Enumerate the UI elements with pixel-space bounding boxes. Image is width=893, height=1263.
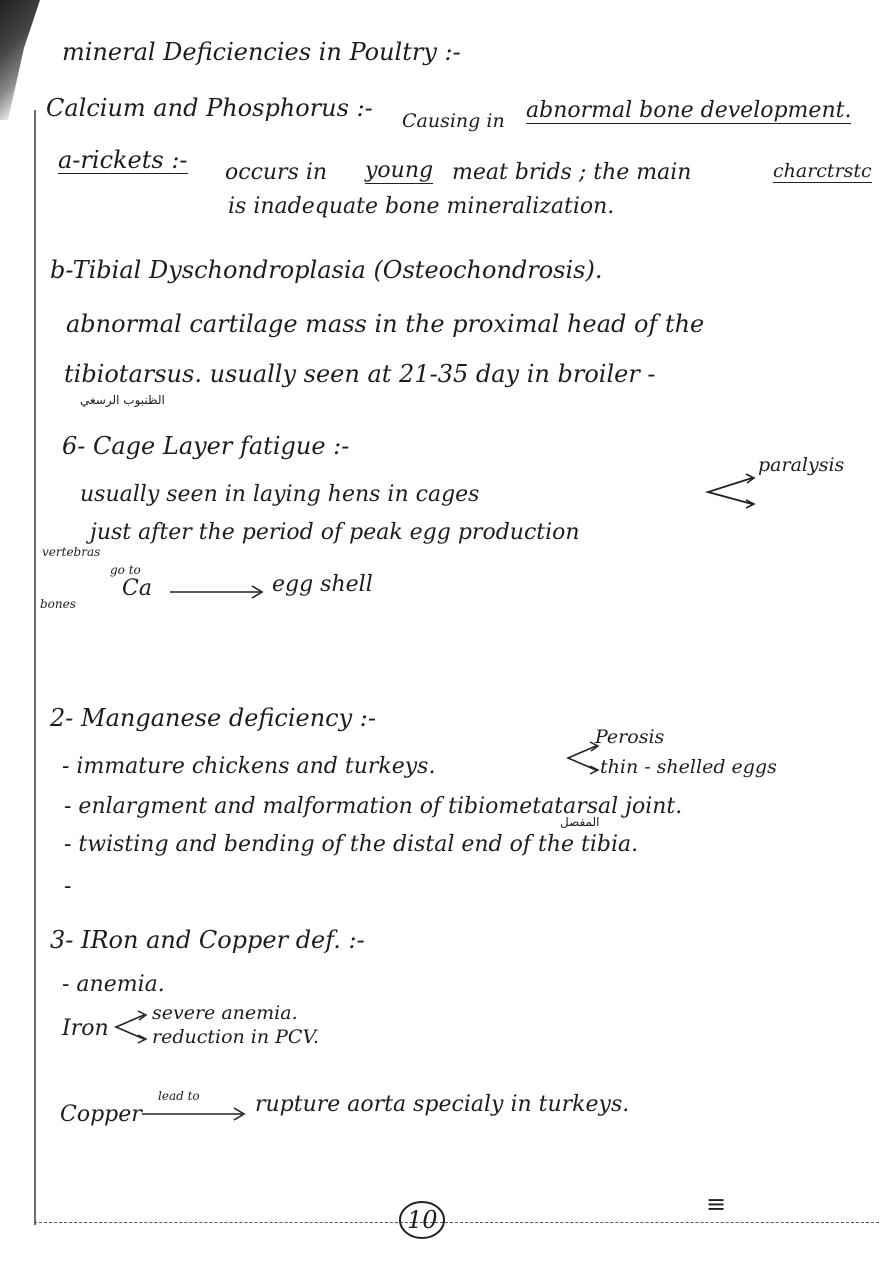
anemia-item: - anemia.	[62, 972, 165, 997]
arrow-right-icon	[168, 582, 268, 602]
cage-layer-heading: 6- Cage Layer fatigue :-	[62, 432, 350, 460]
rickets-text-post: meat brids ; the main	[452, 160, 692, 185]
margin-line	[34, 110, 36, 1225]
bones-note: bones	[40, 597, 76, 611]
vertebras-note: vertebras	[42, 545, 101, 559]
tibial-line2: tibiotarsus. usually seen at 21-35 day in broiler -	[64, 360, 656, 388]
paralysis-note: paralysis	[758, 454, 845, 476]
perosis-note: Perosis	[595, 726, 665, 748]
thin-shelled-eggs-note: thin - shelled eggs	[600, 756, 777, 778]
iron-label: Iron	[62, 1016, 109, 1041]
rickets-text-line2: is inadequate bone mineralization.	[228, 194, 615, 219]
branch-arrow-icon	[700, 470, 760, 510]
lead-to-note: lead to	[158, 1089, 200, 1103]
arrow-right-icon-2	[140, 1104, 250, 1124]
iron-effect-b: reduction in PCV.	[152, 1026, 319, 1048]
section-1-heading: Calcium and Phosphorus :-	[46, 94, 373, 122]
manganese-arabic-note: المفصل	[560, 815, 600, 829]
manganese-heading: 2- Manganese deficiency :-	[50, 704, 377, 732]
section-1-note: Causing in	[402, 110, 505, 132]
manganese-line4: -	[64, 874, 72, 899]
page-number: 10	[407, 1206, 438, 1234]
tibial-heading: b-Tibial Dyschondroplasia (Osteochondrosis).	[50, 256, 603, 284]
rickets-text-pre: occurs in	[225, 160, 328, 185]
scribble-mark: ≡	[706, 1190, 727, 1218]
cage-layer-line2: just after the period of peak egg production	[90, 520, 580, 545]
iron-effect-a: severe anemia.	[152, 1002, 298, 1024]
rickets-text-end: charctrstc	[773, 160, 872, 182]
page-title: mineral Deficiencies in Poultry :-	[62, 38, 461, 66]
rickets-label: a-rickets :-	[58, 146, 188, 174]
cage-layer-line1: usually seen in laying hens in cages	[80, 482, 480, 507]
calcium-symbol: Ca	[122, 576, 152, 601]
section-1-note-underlined: abnormal bone development.	[526, 98, 852, 123]
copper-effect: rupture aorta specialy in turkeys.	[255, 1092, 630, 1117]
tibial-arabic-note: الظنبوب الرسغي	[80, 393, 165, 407]
manganese-line1: - immature chickens and turkeys.	[62, 754, 436, 779]
manganese-line3: - twisting and bending of the distal end of the tibia.	[64, 832, 639, 857]
page-bottom-line	[34, 1222, 879, 1224]
copper-label: Copper	[60, 1102, 142, 1127]
egg-shell-text: egg shell	[272, 572, 373, 597]
tibial-line1: abnormal cartilage mass in the proximal head of the	[66, 310, 705, 338]
branch-arrow-icon-3	[110, 1010, 150, 1044]
manganese-line2: - enlargment and malformation of tibiometatarsal joint.	[64, 794, 683, 819]
go-to-note: go to	[110, 563, 141, 577]
rickets-text-young: young	[365, 158, 434, 183]
scan-shadow	[0, 0, 40, 120]
iron-copper-heading: 3- IRon and Copper def. :-	[50, 926, 365, 954]
